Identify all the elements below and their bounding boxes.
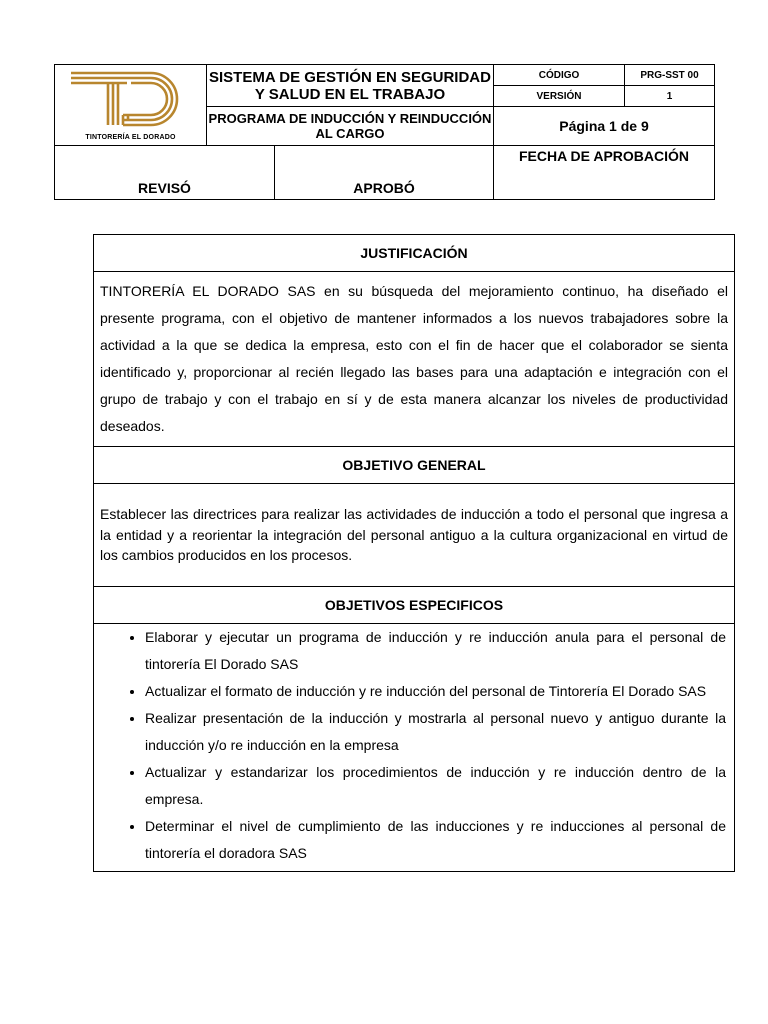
approved-cell: [275, 146, 494, 200]
content-box: [93, 234, 735, 872]
code-value: PRG-SST 00: [625, 65, 715, 86]
list-item: • Determinar el nivel de cumplimiento de las inducciones y re inducciones al personal de tintorería el doradora SAS: [145, 813, 726, 867]
specific-objectives-list: [94, 624, 734, 871]
logo-text: TINTORERÍA EL DORADO: [85, 134, 176, 141]
list-item: • Actualizar el formato de inducción y re inducción del personal de Tintorería El Dorado SAS: [145, 678, 726, 705]
system-title: SISTEMA DE GESTIÓN EN SEGURIDAD Y SALUD EN EL TRABAJO: [207, 65, 494, 107]
specific-objectives-title: OBJETIVOS ESPECIFICOS: [94, 587, 734, 624]
list-item: • Actualizar y estandarizar los procedimientos de inducción y re inducción dentro de la empresa.: [145, 759, 726, 813]
justification-text: TINTORERÍA EL DORADO SAS en su búsqueda del mejoramiento continuo, ha diseñado el presente programa, con el objetivo de mantener informados a los nuevos trabajadores sobre la actividad a la que se dedica la empresa, esto con el fin de hacer que el colaborador se sienta identificado y, proporcionar al recién llegado las bases para una adaptación e integración con el grupo de trabajo y con el trabajo en sí y de esta manera alcanzar los niveles de productividad deseados.: [100, 283, 728, 434]
reviewed-cell: [55, 146, 275, 200]
approval-date-cell: [494, 146, 715, 200]
justification-title: JUSTIFICACIÓN: [94, 235, 734, 272]
program-title: PROGRAMA DE INDUCCIÓN Y REINDUCCIÓN AL CARGO: [207, 107, 494, 146]
justification-section: [94, 272, 734, 447]
page-number: Página 1 de 9: [494, 107, 715, 146]
td-logo-icon: [71, 69, 191, 127]
version-label: VERSIÓN: [494, 86, 625, 107]
approval-date-label: FECHA DE APROBACIÓN: [518, 148, 690, 164]
general-objective-title: OBJETIVO GENERAL: [94, 447, 734, 484]
code-label: CÓDIGO: [494, 65, 625, 86]
specific-objectives-section: [94, 624, 734, 871]
company-logo: [56, 66, 206, 144]
version-value: 1: [625, 86, 715, 107]
document-header: [54, 64, 714, 199]
list-item: • Realizar presentación de la inducción y mostrarla al personal nuevo y antiguo durante la inducción y/o re inducción en la empresa: [145, 705, 726, 759]
approved-label: APROBÓ: [353, 180, 415, 196]
general-objective-section: [94, 484, 734, 587]
list-item: • Elaborar y ejecutar un programa de inducción y re inducción anula para el personal de tintorería El Dorado SAS: [145, 624, 726, 678]
logo-cell: [55, 65, 207, 146]
reviewed-label: REVISÓ: [138, 180, 191, 196]
general-objective-text: Establecer las directrices para realizar las actividades de inducción a todo el personal que ingresa a la entidad y a reorientar la integración del personal antiguo a la cultura organizacional en virtud de los cambios producidos en los procesos.: [100, 506, 728, 563]
